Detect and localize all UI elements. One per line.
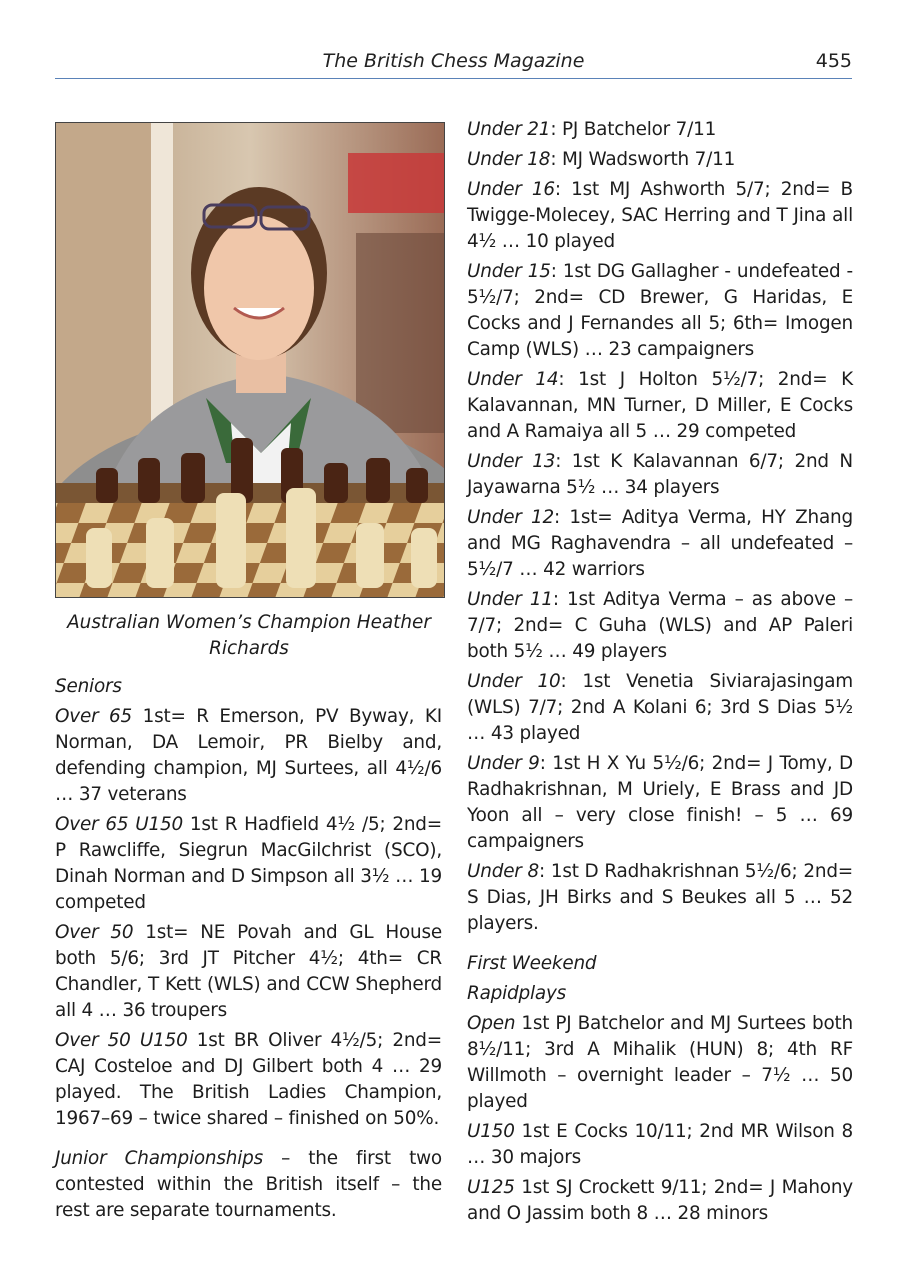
result-u10: Under 10: 1st Venetia Siviarajasingam (WLS) 7/7; 2nd A Kolani 6; 3rd S Dias 5½ … 43 played [467, 671, 853, 744]
photo-heather-richards [55, 122, 445, 598]
result-open: Open 1st PJ Batchelor and MJ Surtees both 8½/11; 3rd A Mihalik (HUN) 8; 4th RF Willmoth – overnight leader – 7½ … 50 played [467, 1013, 853, 1112]
page-number: 455 [815, 50, 852, 72]
seniors-heading: Seniors [55, 676, 122, 697]
magazine-title: The British Chess Magazine [322, 50, 585, 72]
chess-player-photo [56, 123, 444, 597]
result-u12: Under 12: 1st= Aditya Verma, HY Zhang and MG Raghavendra – all undefeated – 5½/7 … 42 warriors [467, 507, 853, 580]
rapidplays-heading: Rapidplays [467, 983, 567, 1004]
right-column [467, 117, 853, 1231]
result-u18: Under 18: MJ Wadsworth 7/11 [467, 149, 736, 170]
result-u150: U150 1st E Cocks 10/11; 2nd MR Wilson 8 … 30 majors [467, 1121, 853, 1168]
result-u8: Under 8: 1st D Radhakrishnan 5½/6; 2nd= S Dias, JH Birks and S Beukes all 5 … 52 players. [467, 861, 854, 934]
result-u16: Under 16: 1st MJ Ashworth 5/7; 2nd= B Twigge-Molecey, SAC Herring and T Jina all 4½ … 10 played [467, 179, 853, 252]
photo-caption: Australian Women’s Champion Heather Richards [67, 612, 431, 659]
running-header [55, 50, 852, 79]
result-u14: Under 14: 1st J Holton 5½/7; 2nd= K Kalavannan, MN Turner, D Miller, E Cocks and A Ramaiya all 5 … 29 competed [467, 369, 853, 442]
result-over50: Over 50 1st= NE Povah and GL House both 5/6; 3rd JT Pitcher 4½; 4th= CR Chandler, T Kett (WLS) and CCW Shepherd all 4 … 36 troupers [55, 922, 442, 1021]
result-over65: Over 65 1st= R Emerson, PV Byway, KI Norman, DA Lemoir, PR Bielby and, defending champion, MJ Surtees, all 4½/6 … 37 veterans [55, 706, 442, 805]
result-u15: Under 15: 1st DG Gallagher - undefeated - 5½/7; 2nd= CD Brewer, G Haridas, E Cocks and J Fernandes all 5; 6th= Imogen Camp (WLS) … 23 campaigners [467, 261, 853, 360]
result-u125: U125 1st SJ Crockett 9/11; 2nd= J Mahony and O Jassim both 8 … 28 minors [467, 1177, 853, 1224]
result-u13: Under 13: 1st K Kalavannan 6/7; 2nd N Jayawarna 5½ … 34 players [467, 451, 853, 498]
junior-championships-intro: Junior Championships – the first two contested within the British itself – the rest are separate tournaments. [55, 1148, 442, 1221]
result-over65-u150: Over 65 U150 1st R Hadfield 4½ /5; 2nd= P Rawcliffe, Siegrun MacGilchrist (SCO), Dinah Norman and D Simpson all 3½ … 19 competed [55, 814, 442, 913]
result-over50-u150: Over 50 U150 1st BR Oliver 4½/5; 2nd= CAJ Costeloe and DJ Gilbert both 4 … 29 played. The British Ladies Champion, 1967–69 – twice shared – finished on 50%. [55, 1030, 442, 1129]
result-u11: Under 11: 1st Aditya Verma – as above – 7/7; 2nd= C Guha (WLS) and AP Paleri both 5½ … 49 players [467, 589, 853, 662]
result-u21: Under 21: PJ Batchelor 7/11 [467, 119, 717, 140]
first-weekend-heading: First Weekend [467, 953, 597, 974]
result-u9: Under 9: 1st H X Yu 5½/6; 2nd= J Tomy, D Radhakrishnan, M Uriely, E Brass and JD Yoon all – very close finish! – 5 … 69 campaigners [467, 753, 854, 852]
left-column [55, 674, 442, 1228]
